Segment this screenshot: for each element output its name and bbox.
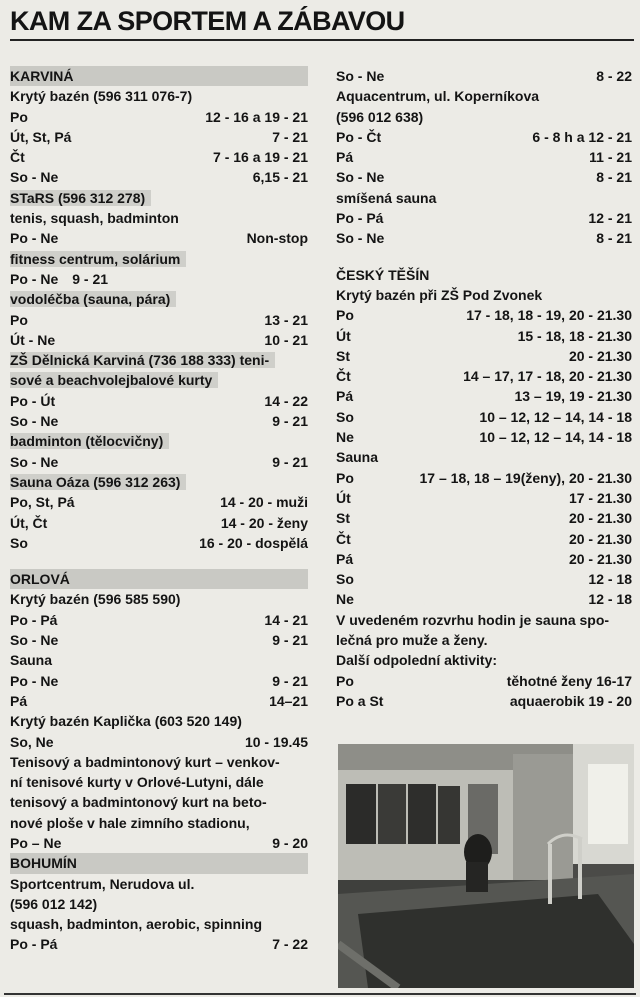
- schedule-row: [336, 228, 632, 248]
- day-label: Út, Čt: [10, 514, 48, 531]
- day-label: Po - Ne: [10, 672, 59, 689]
- schedule-row: [336, 326, 632, 346]
- schedule-row: [336, 488, 632, 508]
- schedule-row: [10, 691, 308, 711]
- hours-value: 8 - 22: [596, 68, 632, 84]
- schedule-row: [10, 167, 308, 187]
- hours-value: 14 - 20 - muži: [220, 494, 308, 511]
- schedule-row: [336, 468, 632, 488]
- schedule-row: [336, 407, 632, 427]
- schedule-row: [336, 66, 632, 86]
- schedule-row: [10, 330, 308, 350]
- venue-title: smíšená sauna: [336, 189, 437, 206]
- day-label: Po: [10, 311, 28, 328]
- hours-value: 14 - 20 - ženy: [220, 514, 308, 531]
- day-label: Po - Ne: [10, 270, 59, 287]
- venue-title: Sportcentrum, Nerudova ul.: [10, 875, 195, 892]
- hours-value: 8 - 21: [596, 169, 632, 186]
- schedule-row: [336, 147, 632, 167]
- hours-value: 14 - 21: [264, 611, 308, 628]
- note-line: V uvedeném rozvrhu hodin je sauna spo-: [336, 611, 610, 628]
- schedule-row: [10, 610, 308, 630]
- schedule-row: [336, 549, 632, 569]
- day-label: Po: [336, 307, 354, 324]
- day-label: St: [336, 347, 350, 364]
- venue-title: sové a beachvolejbalové kurty: [10, 370, 308, 390]
- venue-title: Aquacentrum, ul. Koperníkova: [336, 88, 540, 105]
- venue-title: ZŠ Dělnická Karviná (736 188 333) teni-: [10, 350, 308, 370]
- day-label: Po - Čt: [336, 128, 382, 145]
- spacer: [10, 553, 308, 569]
- day-label: Po - Ne: [10, 230, 59, 247]
- hours-value: 20 - 21.30: [568, 510, 632, 527]
- day-label: Út: [336, 489, 351, 506]
- schedule-row: [10, 269, 308, 289]
- spacer: [336, 249, 632, 265]
- schedule-row: [10, 492, 308, 512]
- day-label: Po: [336, 672, 354, 689]
- hours-value: 12 - 18: [588, 571, 632, 588]
- day-label: So - Ne: [10, 632, 59, 649]
- venue-title: fitness centrum, solárium: [10, 249, 308, 269]
- schedule-row: [336, 671, 632, 691]
- day-label: So: [336, 408, 354, 425]
- bottom-divider: [4, 993, 636, 995]
- description-line: nové ploše v hale zimního stadionu,: [10, 814, 250, 831]
- hours-value: 7 - 21: [272, 128, 308, 145]
- day-label: So - Ne: [10, 169, 59, 186]
- schedule-row: [336, 305, 632, 325]
- venue-title: Krytý bazén Kaplička (603 520 149): [10, 713, 242, 730]
- day-label: Pá: [10, 692, 28, 709]
- day-label: Po a St: [336, 692, 384, 709]
- venue-phone: (596 012 142): [10, 895, 98, 912]
- hours-value: 9 - 21: [272, 413, 308, 430]
- pool-photo-image: [338, 744, 634, 988]
- right-column: [336, 66, 632, 711]
- hours-value: 15 - 18, 18 - 21.30: [517, 327, 632, 344]
- title-divider: [10, 39, 634, 41]
- description-line: Tenisový a badmintonový kurt – venkov-: [10, 753, 280, 770]
- day-label: So - Ne: [336, 169, 385, 186]
- day-label: Po - Út: [10, 392, 56, 409]
- schedule-row: [10, 833, 308, 853]
- schedule-row: [336, 589, 632, 609]
- hours-value: 6,15 - 21: [252, 169, 308, 186]
- schedule-row: [10, 127, 308, 147]
- schedule-row: [10, 732, 308, 752]
- schedule-row: [10, 310, 308, 330]
- hours-value: 6 - 8 h a 12 - 21: [532, 128, 632, 145]
- schedule-row: [10, 452, 308, 472]
- day-label: Pá: [336, 550, 354, 567]
- schedule-row: [336, 208, 632, 228]
- note-line: lečná pro muže a ženy.: [336, 632, 488, 649]
- hours-value: 10 - 19.45: [244, 733, 308, 750]
- venue-subtitle: tenis, squash, badminton: [10, 210, 179, 227]
- day-label: Út, St, Pá: [10, 128, 72, 145]
- hours-value: 10 – 12, 12 – 14, 14 - 18: [479, 429, 632, 446]
- day-label: So: [336, 571, 354, 588]
- hours-value: 9 - 21: [272, 632, 308, 649]
- hours-value: 12 - 18: [588, 591, 632, 608]
- hours-value: 10 - 21: [264, 331, 308, 348]
- venue-title: STaRS (596 312 278): [10, 188, 308, 208]
- left-column: [10, 66, 308, 955]
- schedule-row: [10, 533, 308, 553]
- day-label: Pá: [336, 149, 354, 166]
- schedule-row: [336, 508, 632, 528]
- day-label: Po - Pá: [10, 936, 58, 953]
- day-label: So - Ne: [336, 230, 385, 247]
- day-label: So - Ne: [10, 453, 59, 470]
- schedule-row: [336, 386, 632, 406]
- day-label: Čt: [336, 530, 351, 547]
- hours-value: 8 - 21: [596, 230, 632, 247]
- day-label: Pá: [336, 388, 354, 405]
- hours-value: 17 – 18, 18 – 19(ženy), 20 - 21.30: [419, 469, 632, 486]
- hours-value: 12 - 21: [588, 210, 632, 227]
- venue-title: Krytý bazén při ZŠ Pod Zvonek: [336, 286, 543, 303]
- day-label: Ne: [336, 591, 354, 608]
- hours-value: 16 - 20 - dospělá: [199, 534, 308, 551]
- day-label: St: [336, 510, 350, 527]
- hours-value: 9 - 21: [72, 270, 109, 287]
- schedule-row: [336, 427, 632, 447]
- hours-value: 14 - 22: [264, 392, 308, 409]
- hours-value: těhotné ženy 16-17: [506, 672, 632, 689]
- hours-value: 10 – 12, 12 – 14, 14 - 18: [479, 408, 632, 425]
- venue-title: Sauna: [336, 449, 379, 466]
- schedule-row: [336, 167, 632, 187]
- venue-title: Další odpolední aktivity:: [336, 652, 498, 669]
- hours-value: 7 - 22: [272, 936, 308, 953]
- venue-title: vodoléčba (sauna, pára): [10, 289, 308, 309]
- schedule-row: [336, 366, 632, 386]
- venue-title: Krytý bazén (596 311 076-7): [10, 88, 193, 105]
- venue-title: badminton (tělocvičny): [10, 431, 308, 451]
- pool-photo: [338, 744, 634, 988]
- venue-phone: (596 012 638): [336, 108, 424, 125]
- schedule-row: [10, 391, 308, 411]
- schedule-row: [10, 411, 308, 431]
- hours-value: 20 - 21.30: [568, 550, 632, 567]
- schedule-row: [10, 228, 308, 248]
- schedule-row: [336, 346, 632, 366]
- page-title: KAM ZA SPORTEM A ZÁBAVOU: [10, 6, 405, 36]
- day-label: Ne: [336, 429, 354, 446]
- day-label: So - Ne: [336, 68, 385, 84]
- hours-value: 9 - 21: [272, 453, 308, 470]
- hours-value: Non-stop: [246, 230, 308, 247]
- schedule-row: [336, 691, 632, 711]
- schedule-row: [10, 934, 308, 954]
- schedule-row: [10, 513, 308, 533]
- hours-value: 20 - 21.30: [568, 347, 632, 364]
- day-label: So: [10, 534, 28, 551]
- description-line: ní tenisové kurty v Orlové-Lutyni, dále: [10, 774, 264, 791]
- hours-value: 9 - 20: [272, 834, 308, 851]
- schedule-row: [10, 107, 308, 127]
- day-label: So - Ne: [10, 413, 59, 430]
- schedule-row: [336, 127, 632, 147]
- schedule-row: [336, 569, 632, 589]
- schedule-row: [336, 529, 632, 549]
- venue-subtitle: squash, badminton, aerobic, spinning: [10, 916, 263, 933]
- day-label: Po: [10, 108, 28, 125]
- day-label: Po - Pá: [10, 611, 58, 628]
- hours-value: 17 - 18, 18 - 19, 20 - 21.30: [466, 307, 632, 324]
- schedule-row: [10, 147, 308, 167]
- hours-value: 17 - 21.30: [568, 489, 632, 506]
- day-label: Po, St, Pá: [10, 494, 75, 511]
- day-label: Út: [336, 327, 351, 344]
- schedule-row: [10, 630, 308, 650]
- venue-title: Krytý bazén (596 585 590): [10, 591, 181, 608]
- hours-value: aquaerobik 19 - 20: [509, 692, 632, 709]
- hours-value: 20 - 21.30: [568, 530, 632, 547]
- day-label: Čt: [336, 368, 351, 385]
- section-heading-orlova: ORLOVÁ: [10, 569, 308, 589]
- section-heading-bohumin: BOHUMÍN: [10, 853, 308, 873]
- hours-value: 7 - 16 a 19 - 21: [213, 149, 308, 166]
- day-label: Po - Pá: [336, 210, 384, 227]
- day-label: So, Ne: [10, 733, 54, 750]
- section-heading-karvina: KARVINÁ: [10, 66, 308, 86]
- schedule-row: [10, 671, 308, 691]
- description-line: tenisový a badmintonový kurt na beto-: [10, 794, 267, 811]
- hours-value: 13 – 19, 19 - 21.30: [514, 388, 632, 405]
- venue-title: Sauna: [10, 652, 53, 669]
- section-heading-tesin: ČESKÝ TĚŠÍN: [336, 266, 430, 283]
- hours-value: 12 - 16 a 19 - 21: [205, 108, 308, 125]
- day-label: Čt: [10, 149, 25, 166]
- hours-value: 13 - 21: [264, 311, 308, 328]
- day-label: Po – Ne: [10, 834, 62, 851]
- hours-value: 11 - 21: [589, 149, 632, 166]
- hours-value: 9 - 21: [272, 672, 308, 689]
- venue-title: Sauna Oáza (596 312 263): [10, 472, 308, 492]
- hours-value: 14–21: [269, 692, 308, 709]
- hours-value: 14 – 17, 17 - 18, 20 - 21.30: [463, 368, 632, 385]
- day-label: Út - Ne: [10, 331, 56, 348]
- day-label: Po: [336, 469, 354, 486]
